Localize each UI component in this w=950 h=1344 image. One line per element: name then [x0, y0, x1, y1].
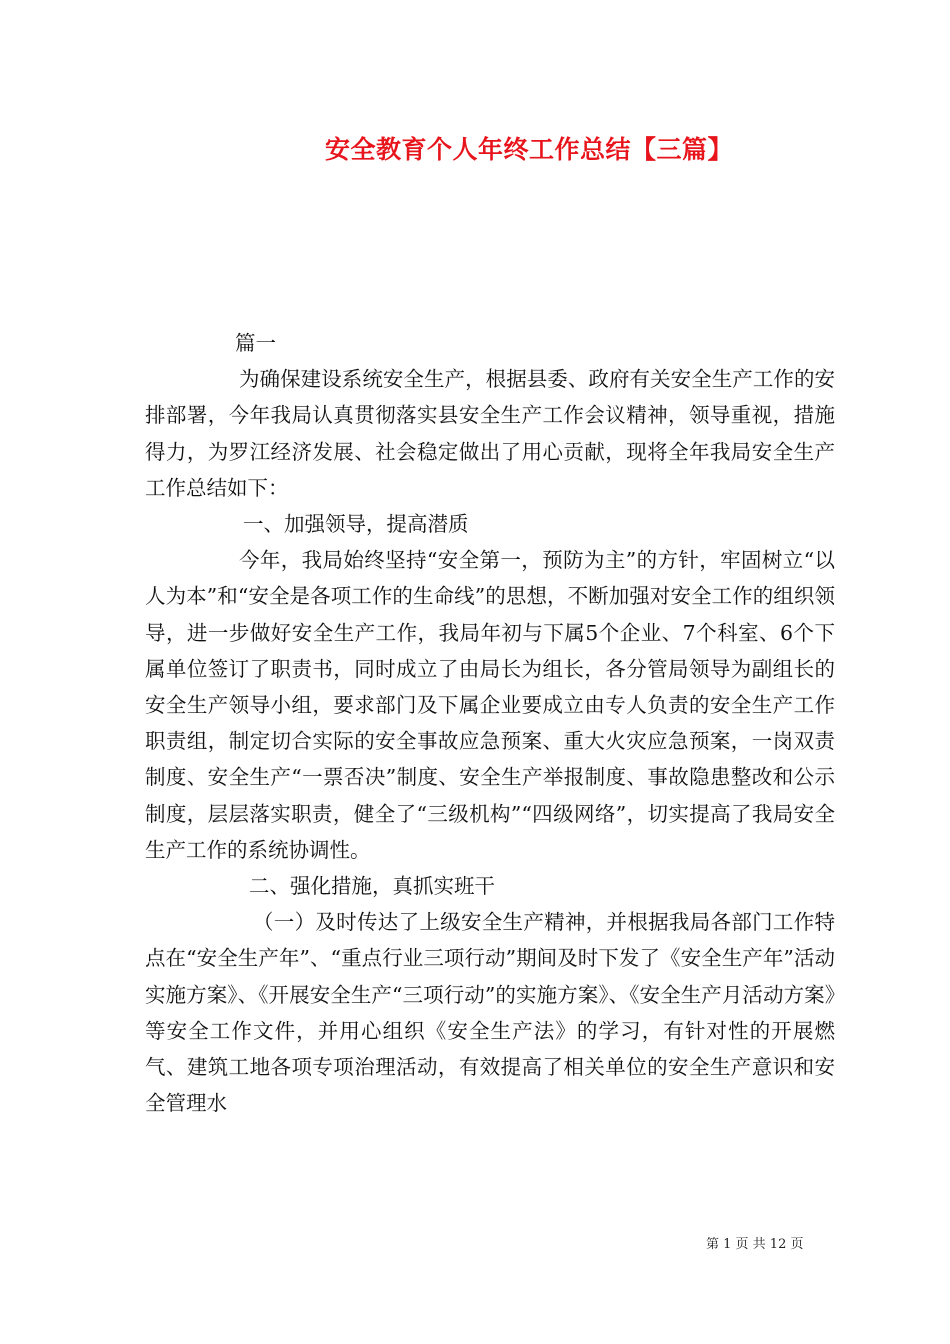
document-body — [145, 325, 835, 1121]
page-number: 第 1 页 共 12 页 — [706, 1237, 804, 1252]
section-label: 篇一 — [235, 331, 276, 355]
document-title: 安全教育个人年终工作总结【三篇】 — [324, 135, 733, 164]
paragraph-leadership: 今年，我局始终坚持“安全第一，预防为主”的方针，牢固树立“以人为本”和“安全是各项工作的生命线”的思想，不断加强对安全工作的组织领导，进一步做好安全生产工作，我局年初与下属5个企业、7个科室、6个下属单位签订了职责书，同时成立了由局长为组长，各分管局领导为副组长的安全生产领导小组，要求部门及下属企业要成立由专人负责的安全生产工作职责组，制定切合实际的安全事故应急预案、重大火灾应急预案，一岗双责制度、安全生产“一票否决”制度、安全生产举报制度、事故隐患整改和公示制度，层层落实职责，健全了“三级机构”“四级网络”，切实提高了我局安全生产工作的系统协调性。 — [145, 548, 835, 862]
heading-strengthen-leadership: 一、加强领导，提高潜质 — [243, 512, 469, 537]
paragraph-measures-1: （一）及时传达了上级安全生产精神，并根据我局各部门工作特点在“安全生产年”、“重点行业三项行动”期间及时下发了《安全生产年”活动实施方案》、《开展安全生产“三项行动”的实施方案》、《安全生产月活动方案》等安全工作文件，并用心组织《安全生产法》的学习，有针对性的开展燃气、建筑工地各项专项治理活动，有效提高了相关单位的安全生产意识和安全管理水 — [145, 910, 835, 1116]
paragraph-intro: 为确保建设系统安全生产，根据县委、政府有关安全生产工作的安排部署，今年我局认真贯彻落实县安全生产工作会议精神，领导重视，措施得力，为罗江经济发展、社会稳定做出了用心贡献，现将全年我局安全生产工作总结如下： — [145, 367, 835, 500]
heading-strengthen-measures: 二、强化措施，真抓实班干 — [249, 874, 495, 899]
